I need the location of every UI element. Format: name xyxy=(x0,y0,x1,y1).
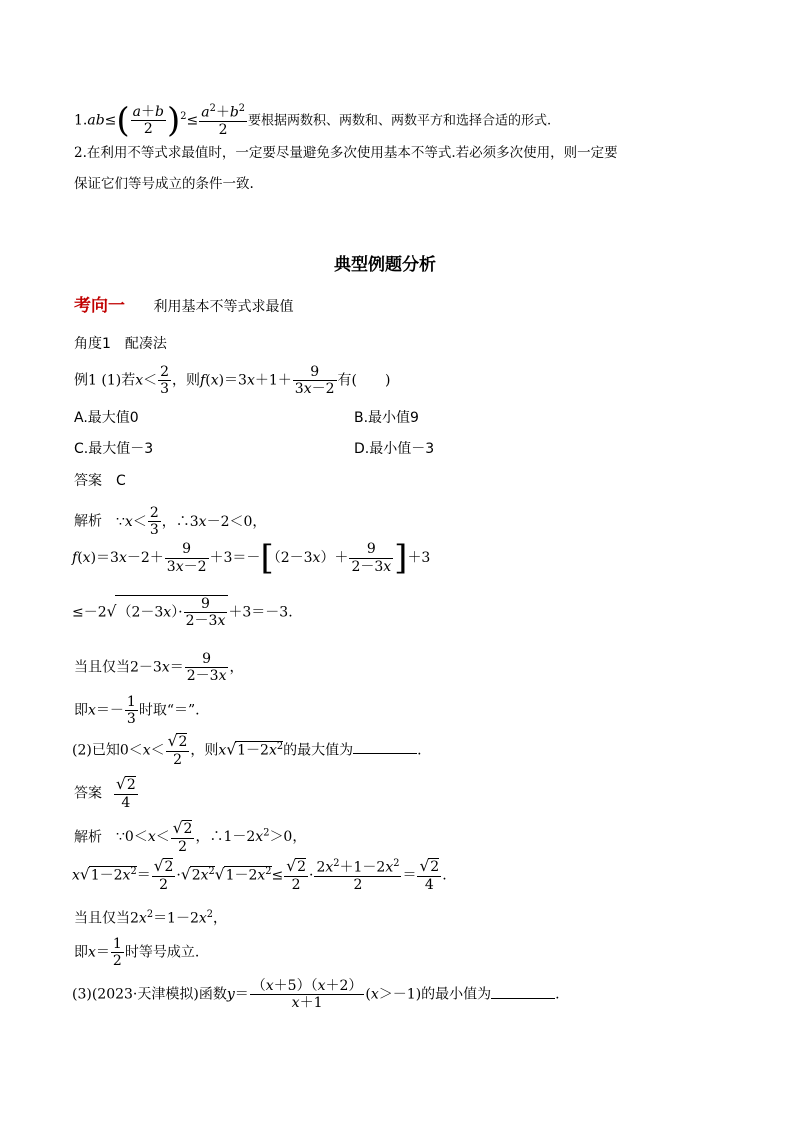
analysis-line-3: ≤－2√（2－3x）· $\frac{9}{2-3x}$ ＋3＝－3. xyxy=(72,596,293,630)
note-1-number: 1. xyxy=(74,112,88,129)
fraction: $\frac{√2}{2}$ xyxy=(172,819,193,855)
fraction: $\frac{a+b}{2}$ xyxy=(132,103,164,137)
fraction: $\frac{a^2+b^2}{2}$ xyxy=(201,103,246,138)
part-2-label: (2)已知 xyxy=(72,742,120,759)
part-2-text: 的最大值为 xyxy=(283,742,354,759)
option-a: A.最大值0 xyxy=(74,410,139,426)
part-2-analysis-4: 即x＝ $\frac{1}{2}$ 时等号成立. xyxy=(74,936,200,970)
topic-tag: 考向一 xyxy=(74,296,125,316)
option-d: D.最小值－3 xyxy=(354,441,435,457)
part-2-analysis-1: 解析 ∵0＜x＜ $\frac{√2}{2}$ ，$\therefore 1-2x^2>0$， xyxy=(74,819,307,855)
fraction: $\frac{9}{2-3x}$ xyxy=(185,596,226,630)
fraction: $\frac{√2}{2}$ xyxy=(153,857,174,893)
note-1: 1.ab≤( $\frac{a+b}{2}$ )$^2$≤ $\frac{a^2+b^2}{2}$ 要根据两数积、两数和、两数平方和选择合适的形式. xyxy=(74,100,552,141)
fraction: $\frac{√2}{4}$ xyxy=(116,775,136,811)
answer-line xyxy=(74,474,126,488)
topic-title: 利用基本不等式求最值 xyxy=(153,299,294,315)
analysis-line-1: 解析 ∵x＜ $\frac{2}{3}$ ，∴3x－2＜0， xyxy=(74,505,267,539)
analysis-line-5: 即x＝－ $\frac{1}{3}$ 时取“＝”. xyxy=(74,694,200,728)
fraction: $\frac{√2}{4}$ xyxy=(419,857,440,893)
example-1-part-3: (3)(2023·天津模拟)函数y＝ $\frac{(x+5)(x+2)}{x+1}$ (x＞－1)的最小值为 . xyxy=(72,978,560,1012)
fraction: $\frac{√2}{2}$ xyxy=(286,857,306,893)
part-2-analysis-3: 当且仅当$2x^2=1-2x^2$， xyxy=(74,909,228,927)
note-2-line-1: 2.在利用不等式求最值时，一定要尽量避免多次使用基本不等式.若必须多次使用，则一定要 xyxy=(74,145,618,161)
note-1-text: 要根据两数积、两数和、两数平方和选择合适的形式. xyxy=(248,113,552,129)
analysis-line-2: f(x)＝3x－2＋ $\frac{9}{3x-2}$ ＋3＝－[（2－3x）＋ $\frac{9}{2-3x}$ ]＋3 xyxy=(72,538,431,578)
fraction: $\frac{9}{2-3x}$ xyxy=(351,541,392,575)
analysis-label: 解析 xyxy=(74,829,102,846)
answer-label: 答案 xyxy=(74,473,102,489)
section-title: 典型例题分析 xyxy=(334,255,436,275)
analysis-line-4: 当且仅当2－3x＝ $\frac{9}{2-3x}$ ， xyxy=(74,651,244,685)
fraction: $\frac{1}{3}$ xyxy=(126,694,136,728)
example-1-part-2: (2)已知0＜x＜ $\frac{√2}{2}$ ，则$x√1-2x^2$的最大值为 . xyxy=(72,732,422,768)
answer-label: 答案 xyxy=(74,785,102,802)
answer-value: C xyxy=(116,473,126,489)
fraction: $\frac{9}{3x-2}$ xyxy=(166,541,207,575)
answer-blank xyxy=(353,741,417,754)
part-2-answer xyxy=(74,776,139,811)
note-1-formula: ab xyxy=(87,112,105,129)
equality-text: 当且仅当 xyxy=(74,659,130,676)
part-3-label: (3)(2023·天津模拟)函数 xyxy=(72,986,227,1003)
option-b: B.最小值9 xyxy=(354,410,419,426)
fraction: $\frac{2x^2+1-2x^2}{2}$ xyxy=(316,858,400,893)
fraction: $\frac{9}{2-3x}$ xyxy=(186,651,227,685)
fraction: $\frac{(x+5)(x+2)}{x+1}$ xyxy=(251,978,363,1012)
part-3-text: 的最小值为 xyxy=(421,986,492,1003)
fraction: $\frac{1}{2}$ xyxy=(112,936,122,970)
fraction: $\frac{2}{3}$ xyxy=(160,364,170,398)
example-1-question: 例1 (1)若x＜ $\frac{2}{3}$ ，则f(x)＝3x＋1＋ $\frac{9}{3x-2}$ 有( ) xyxy=(74,364,391,398)
equality-result: 时等号成立. xyxy=(124,944,200,961)
fraction: $\frac{9}{3x-2}$ xyxy=(294,364,335,398)
analysis-label: 解析 xyxy=(74,513,102,530)
fraction: $\frac{√2}{2}$ xyxy=(167,732,188,768)
part-2-analysis-2: $x√1-2x^2=$ $\frac{√2}{2}$ $\cdot√2x^2√1-2x^2\le$ $\frac{√2}{2}$ · $\frac{2x^2+1-2x^2}{2}$ ＝ $\frac{√2}{4}$ . xyxy=(72,857,447,893)
example-label: 例1 (1)若 xyxy=(74,372,136,389)
topic-header xyxy=(74,298,293,315)
angle-label: 角度1 配凑法 xyxy=(74,336,167,352)
equality-text: 当且仅当 xyxy=(74,910,130,927)
answer-blank xyxy=(491,986,555,999)
option-c: C.最大值－3 xyxy=(74,441,154,457)
fraction: $\frac{2}{3}$ xyxy=(149,505,159,539)
equality-result: 时取“＝”. xyxy=(138,702,200,719)
note-2-line-2: 保证它们等号成立的条件一致. xyxy=(74,176,254,192)
